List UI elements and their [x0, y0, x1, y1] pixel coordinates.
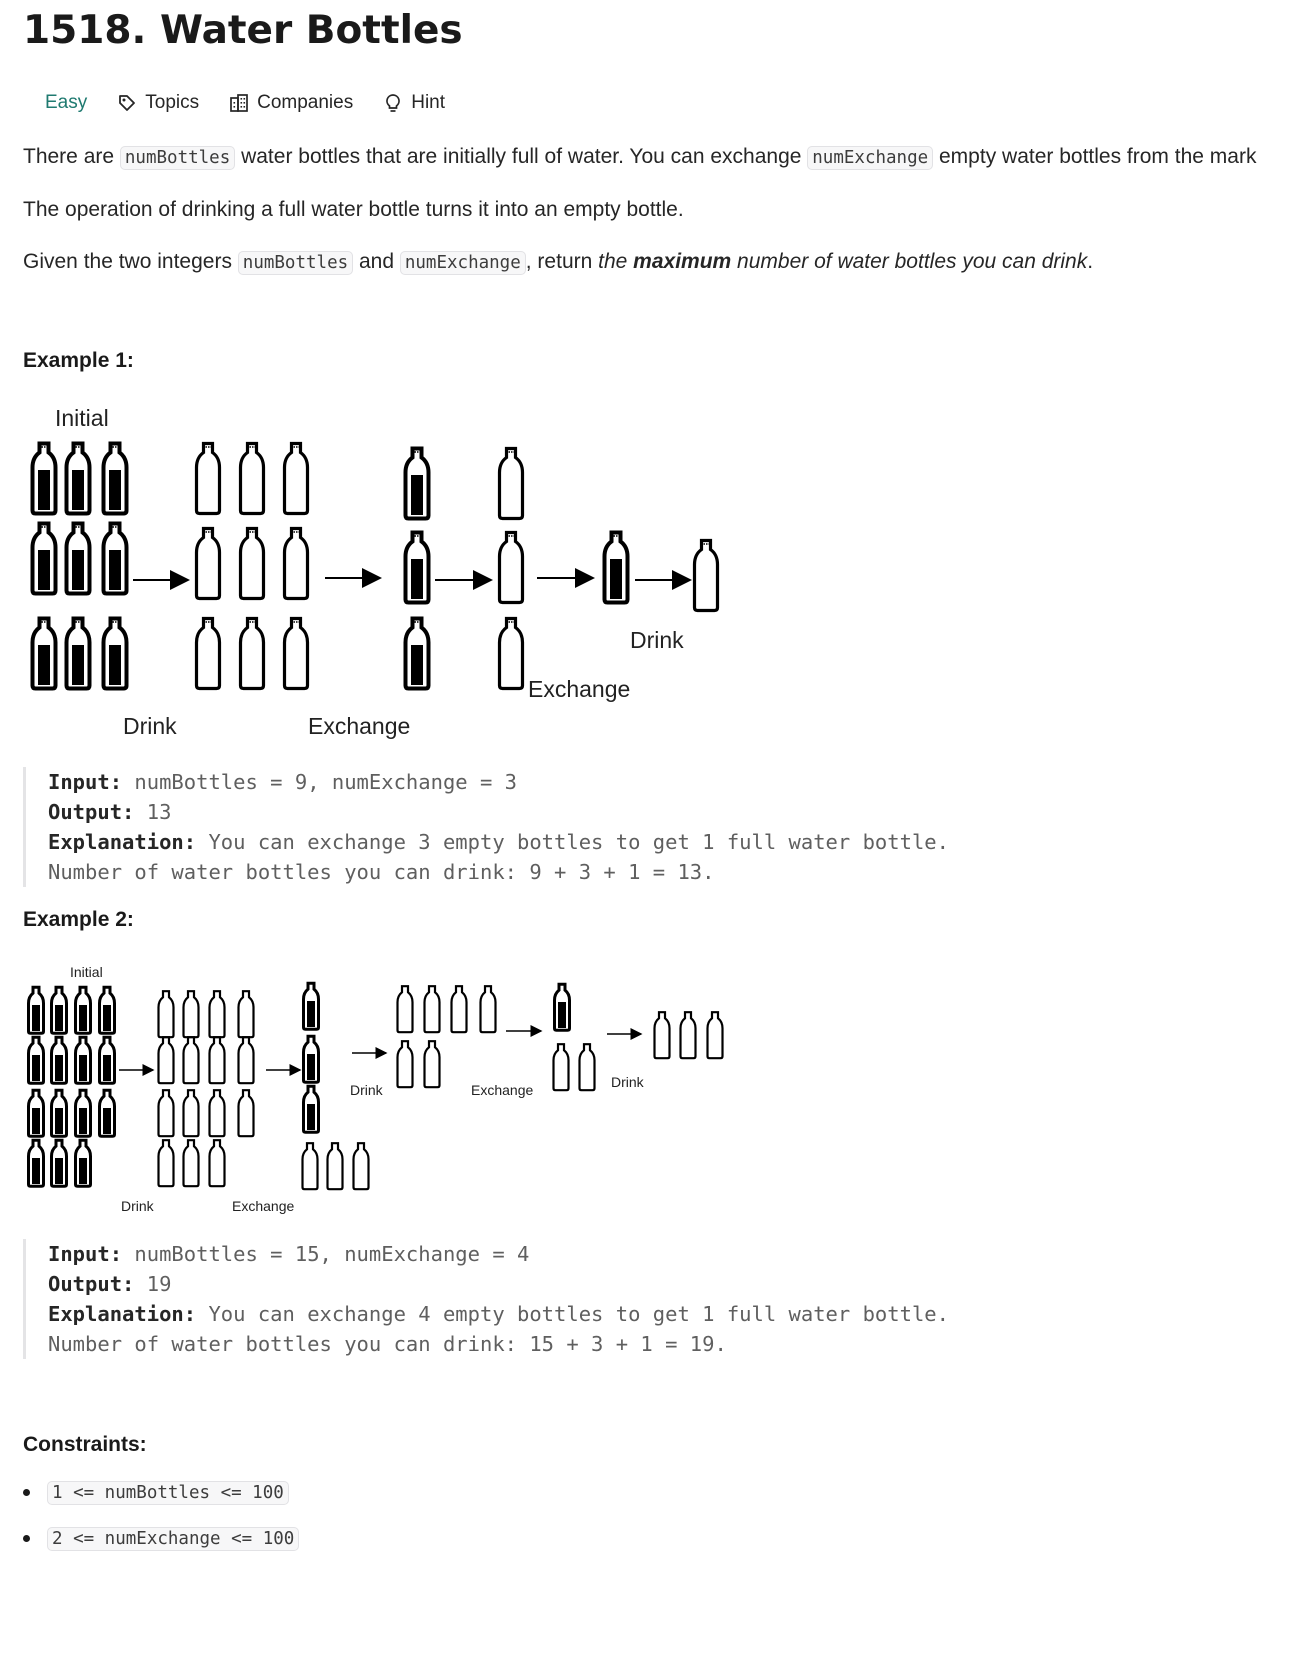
- full-bottle: [67, 442, 90, 514]
- figure-label-exchange-2: Exchange: [471, 1082, 534, 1098]
- empty-bottle: [241, 529, 264, 599]
- building-icon: [229, 93, 249, 113]
- output-value: 19: [134, 1272, 172, 1296]
- empty-bottle: [681, 1012, 696, 1058]
- full-bottle: [304, 1085, 319, 1132]
- empty-bottle: [210, 1140, 225, 1186]
- full-bottle: [29, 1089, 44, 1136]
- full-bottle: [76, 1036, 91, 1083]
- emphasis: [598, 250, 1087, 273]
- empty-bottle: [210, 991, 225, 1037]
- empty-bottle: [159, 991, 174, 1037]
- inline-code: numExchange: [400, 251, 526, 275]
- lightbulb-icon: [383, 93, 403, 113]
- empty-bottle: [580, 1044, 595, 1090]
- full-bottle: [52, 1089, 67, 1136]
- topics-button[interactable]: [105, 86, 211, 120]
- companies-label: Companies: [257, 92, 354, 113]
- full-bottle: [52, 1036, 67, 1083]
- text: Given the two integers: [23, 250, 238, 273]
- full-bottle: [67, 617, 90, 689]
- figure-label-drink: Drink: [121, 1198, 154, 1214]
- full-bottle: [104, 617, 127, 689]
- constraint-code: 2 <= numExchange <= 100: [47, 1527, 299, 1551]
- example-1-heading: Example 1:: [23, 349, 134, 372]
- empty-bottle: [159, 1140, 174, 1186]
- text: empty water bottles from the mark: [933, 145, 1257, 168]
- empty-bottle: [481, 986, 496, 1032]
- difficulty-badge[interactable]: Easy: [45, 92, 88, 113]
- explanation-text: You can exchange 3 empty bottles to get 1 full water bottle.: [196, 830, 949, 854]
- text: water bottles that are initially full of water. You can exchange: [235, 145, 808, 168]
- full-bottle: [76, 1139, 91, 1186]
- explanation-label: Explanation:: [48, 1302, 197, 1326]
- example-1-code-block: [23, 767, 949, 887]
- empty-bottle: [239, 991, 254, 1037]
- constraints-heading: Constraints:: [23, 1433, 147, 1456]
- figure-label-initial: Initial: [70, 964, 103, 980]
- constraints-list: [23, 1470, 299, 1562]
- description-paragraph-2: The operation of drinking a full water bottle turns it into an empty bottle.: [23, 198, 684, 221]
- hint-label: Hint: [411, 92, 446, 113]
- page-title: 1518. Water Bottles: [23, 8, 463, 53]
- topics-label: Topics: [145, 92, 200, 113]
- example-2-code-block: [23, 1239, 949, 1359]
- empty-bottle: [241, 444, 264, 514]
- text: number of water bottles you can drink: [731, 250, 1088, 273]
- full-bottle: [76, 986, 91, 1033]
- full-bottle: [33, 617, 56, 689]
- full-bottle: [555, 983, 570, 1030]
- text: the: [598, 250, 634, 273]
- figure-label-exchange: Exchange: [232, 1198, 295, 1214]
- constraint-code: 1 <= numBottles <= 100: [47, 1481, 289, 1505]
- empty-bottle: [425, 986, 440, 1032]
- full-bottle: [29, 1139, 44, 1186]
- empty-bottle: [197, 529, 220, 599]
- description-paragraph-3: [23, 247, 1093, 278]
- empty-bottle: [655, 1012, 670, 1058]
- figure-label-drink: Drink: [123, 713, 177, 739]
- empty-bottle: [328, 1143, 343, 1189]
- example-1-figure: [23, 395, 783, 755]
- empty-bottle: [184, 1037, 199, 1083]
- empty-bottle: [210, 1090, 225, 1136]
- text: and: [353, 250, 400, 273]
- input-label: Input:: [48, 770, 123, 794]
- list-item: [23, 1516, 299, 1562]
- full-bottle: [100, 986, 115, 1033]
- empty-bottle: [239, 1037, 254, 1083]
- text: .: [1087, 250, 1094, 273]
- empty-bottle: [303, 1143, 318, 1189]
- inline-code: numBottles: [238, 251, 353, 275]
- empty-bottle: [184, 991, 199, 1037]
- full-bottle: [29, 1036, 44, 1083]
- empty-bottle: [285, 529, 308, 599]
- empty-bottle: [500, 619, 523, 689]
- list-item: [23, 1470, 299, 1516]
- bold-text: maximum: [633, 250, 732, 273]
- full-bottle: [605, 531, 628, 603]
- inline-code: numExchange: [807, 146, 933, 170]
- output-label: Output:: [48, 1272, 135, 1296]
- output-value: 13: [134, 800, 172, 824]
- empty-bottle: [398, 986, 413, 1032]
- empty-bottle: [695, 541, 718, 611]
- full-bottle: [104, 442, 127, 514]
- empty-bottle: [500, 533, 523, 603]
- full-bottle: [406, 447, 429, 519]
- empty-bottle: [241, 619, 264, 689]
- text: , return: [525, 250, 599, 273]
- companies-button[interactable]: [217, 86, 365, 120]
- full-bottle: [304, 1035, 319, 1082]
- input-value: numBottles = 9, numExchange = 3: [122, 770, 518, 794]
- empty-bottle: [159, 1037, 174, 1083]
- full-bottle: [76, 1089, 91, 1136]
- empty-bottle: [285, 444, 308, 514]
- tag-bar: [33, 86, 463, 120]
- input-label: Input:: [48, 1242, 123, 1266]
- explanation-text: You can exchange 4 empty bottles to get 1 full water bottle.: [196, 1302, 949, 1326]
- empty-bottle: [708, 1012, 723, 1058]
- inline-code: numBottles: [120, 146, 235, 170]
- explanation-text-2: Number of water bottles you can drink: 9 + 3 + 1 = 13.: [48, 860, 715, 884]
- hint-button[interactable]: [371, 86, 457, 120]
- full-bottle: [33, 442, 56, 514]
- empty-bottle: [210, 1037, 225, 1083]
- figure-label-exchange-2: Exchange: [528, 676, 631, 702]
- full-bottle: [52, 1139, 67, 1186]
- empty-bottle: [500, 449, 523, 519]
- empty-bottle: [197, 444, 220, 514]
- empty-bottle: [425, 1041, 440, 1087]
- example-2-figure: [23, 955, 783, 1225]
- empty-bottle: [285, 619, 308, 689]
- output-label: Output:: [48, 800, 135, 824]
- input-value: numBottles = 15, numExchange = 4: [122, 1242, 530, 1266]
- full-bottle: [406, 531, 429, 603]
- explanation-label: Explanation:: [48, 830, 197, 854]
- full-bottle: [100, 1036, 115, 1083]
- full-bottle: [304, 982, 319, 1029]
- full-bottle: [33, 522, 56, 594]
- example-2-heading: Example 2:: [23, 908, 134, 931]
- figure-label-drink-2: Drink: [350, 1082, 383, 1098]
- empty-bottle: [554, 1044, 569, 1090]
- empty-bottle: [354, 1143, 369, 1189]
- empty-bottle: [398, 1041, 413, 1087]
- full-bottle: [67, 522, 90, 594]
- empty-bottle: [184, 1140, 199, 1186]
- description-paragraph-1: [23, 142, 1256, 173]
- full-bottle: [29, 986, 44, 1033]
- figure-label-drink-2: Drink: [630, 627, 684, 653]
- empty-bottle: [197, 619, 220, 689]
- tag-icon: [117, 93, 137, 113]
- empty-bottle: [159, 1090, 174, 1136]
- explanation-text-2: Number of water bottles you can drink: 15 + 3 + 1 = 19.: [48, 1332, 727, 1356]
- empty-bottle: [452, 986, 467, 1032]
- full-bottle: [52, 986, 67, 1033]
- figure-label-exchange: Exchange: [308, 713, 411, 739]
- full-bottle: [406, 617, 429, 689]
- text: There are: [23, 145, 120, 168]
- figure-label-drink-3: Drink: [611, 1074, 644, 1090]
- figure-label-initial: Initial: [55, 405, 109, 431]
- empty-bottle: [184, 1090, 199, 1136]
- full-bottle: [100, 1089, 115, 1136]
- full-bottle: [104, 522, 127, 594]
- empty-bottle: [239, 1090, 254, 1136]
